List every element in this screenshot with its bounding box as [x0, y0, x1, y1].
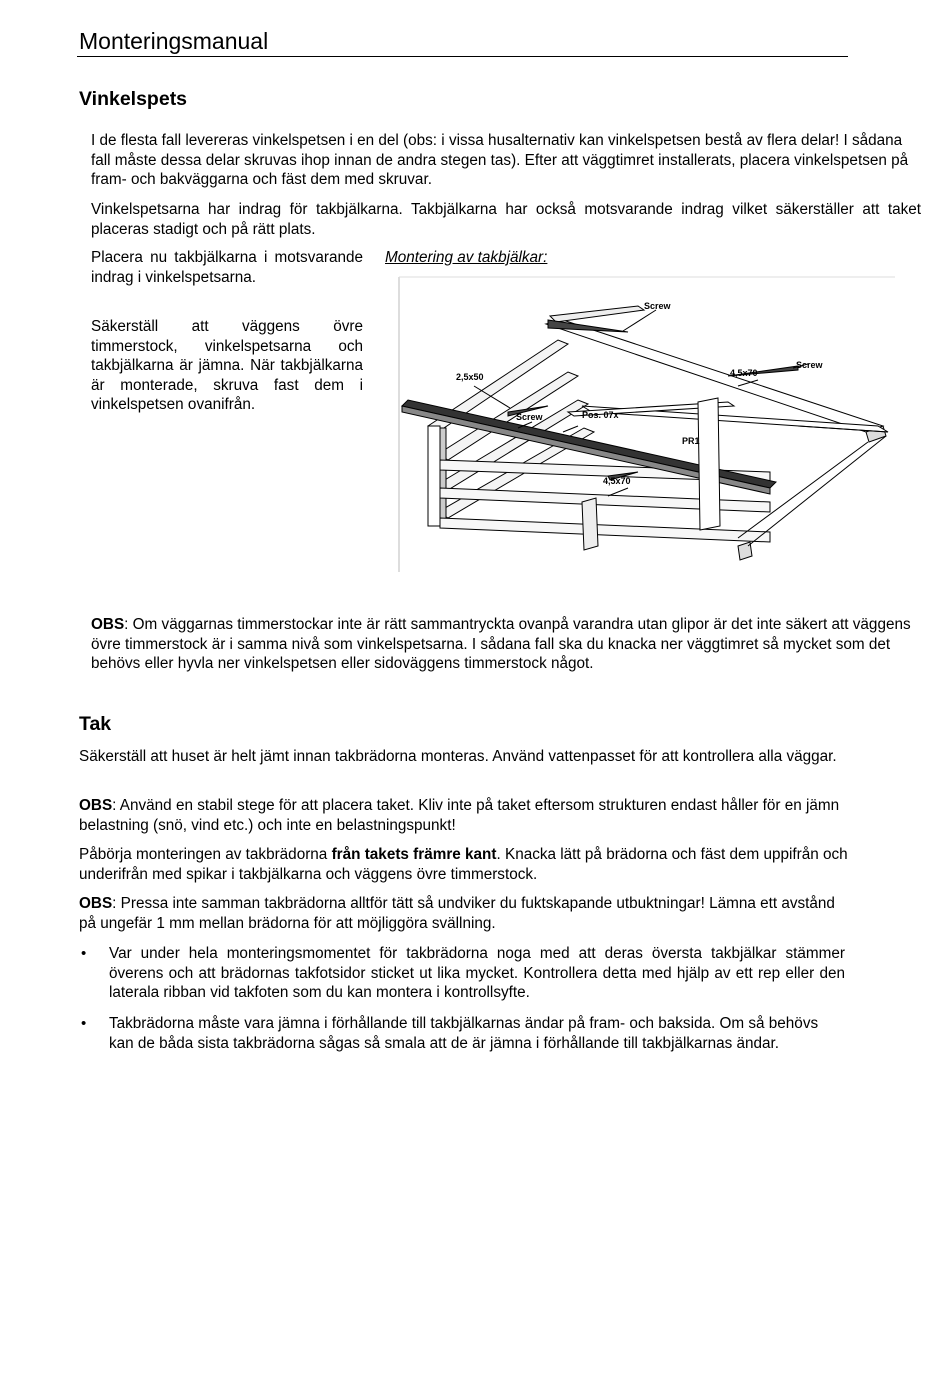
label-screw-top: Screw [644, 301, 671, 311]
header-divider [77, 56, 848, 57]
obs-label-2: OBS [79, 895, 113, 912]
section-heading-vinkelspets: Vinkelspets [79, 88, 188, 110]
paragraph-placera: Placera nu takbjälkarna i motsvarande indrag i vinkelspetsarna. [91, 249, 363, 286]
paragraph-indrag: Vinkelspetsarna har indrag för takbjälkarna. Takbjälkarna har också motsvarande indrag vilket säkerställer att taket placeras stadigt och på rätt plats. [91, 201, 921, 238]
label-screw-right: Screw [796, 360, 823, 370]
bullet-item-1: Var under hela monteringsmomentet för takbrädorna noga med att deras översta takbjälkar stämmer överens och att brädornas takfotsidor sticket ut lika mycket. Kontrollera detta med hjälp av ett rep eller den laterala ribban vid takfoten som du kan montera i kontrollsyfte. [109, 945, 845, 1001]
label-screw-mid: Screw [516, 412, 543, 422]
obs-text: : Om väggarnas timmerstockar inte är rätt sammantryckta ovanpå varandra utan glipor är det inte säkert att väggens övre timmerstock är i samma nivå som vinkelspetsarna. I sådana fall ska du knacka ner väggtimret så mycket som det behövs eller hyvla ner vinkelspetsen eller sidoväggens timmerstock något. [91, 616, 911, 672]
paragraph-sakerstall: Säkerställ att väggens övre timmerstock, vinkelspetsarna och takbjälkarna är jämna. När takbjälkarna är monterade, skruva fast dem i vinkelspetsen ovanifrån. [91, 318, 363, 413]
obs-label: OBS [91, 616, 125, 633]
obs-note-pressa [79, 894, 849, 933]
obs-note-timmerstockar [91, 615, 921, 674]
paborja-bold: från takets främre kant [331, 846, 497, 863]
obs-text-2: : Pressa inte samman takbrädorna alltför tätt så undviker du fuktskapande utbuktningar! Lämna ett avstånd på ungefär 1 mm mellan brädorna för att möjliggöra svällning. [79, 895, 835, 932]
page-header-title: Monteringsmanual [79, 28, 269, 54]
section-heading-tak: Tak [79, 713, 112, 735]
obs-note-stege [79, 796, 849, 835]
label-dim-25x50: 2,5x50 [456, 372, 484, 382]
bullet-item-2: Takbrädorna måste vara jämna i förhållande till takbjälkarnas ändar på fram- och baksida. Om så behövs kan de båda sista takbrädorna sågas så smala att de är jämna i förhållande till takbjälkarnas ändar. [109, 1015, 819, 1052]
label-pr: PR1 [682, 436, 700, 446]
label-dim-45x70-bottom: 4,5x70 [603, 476, 631, 486]
paragraph-paborja [79, 845, 849, 884]
roof-beam-diagram [398, 276, 896, 574]
figure-caption: Montering av takbjälkar: [385, 249, 548, 266]
label-dim-45x70-top: 4,5x70 [730, 368, 758, 378]
obs-label-1: OBS [79, 797, 113, 814]
obs-text-1: : Använd en stabil stege för att placera taket. Kliv inte på taket eftersom strukturen endast håller för en jämn belastning (snö, vind etc.) och inte en belastningspunkt! [79, 797, 840, 834]
paborja-text-end: . Knacka lätt på brädorna och fäst dem uppifrån och underifrån med spikar i takbjälkarna och väggens övre timmerstock. [79, 846, 848, 883]
paborja-text-start: Påbörja monteringen av takbrädorna [79, 846, 332, 863]
paragraph-intro: I de flesta fall levereras vinkelspetsen i en del (obs: i vissa husalternativ kan vinkelspetsen bestå av flera delar! I sådana fall måste dessa delar skruvas ihop innan de andra stegen tas). Efter att väggtimret installerats, placera vinkelspetsen på fram- och bakväggarna och fäst dem med skruvar. [91, 132, 909, 188]
bullet-marker-1: • [81, 945, 87, 962]
roof-beam-figure [398, 276, 896, 574]
paragraph-vattenpass: Säkerställ att huset är helt jämt innan takbrädorna monteras. Använd vattenpasset för att kontrollera alla väggar. [79, 748, 837, 765]
label-pos: Pos. 07x [582, 410, 619, 420]
bullet-marker-2: • [81, 1015, 87, 1032]
